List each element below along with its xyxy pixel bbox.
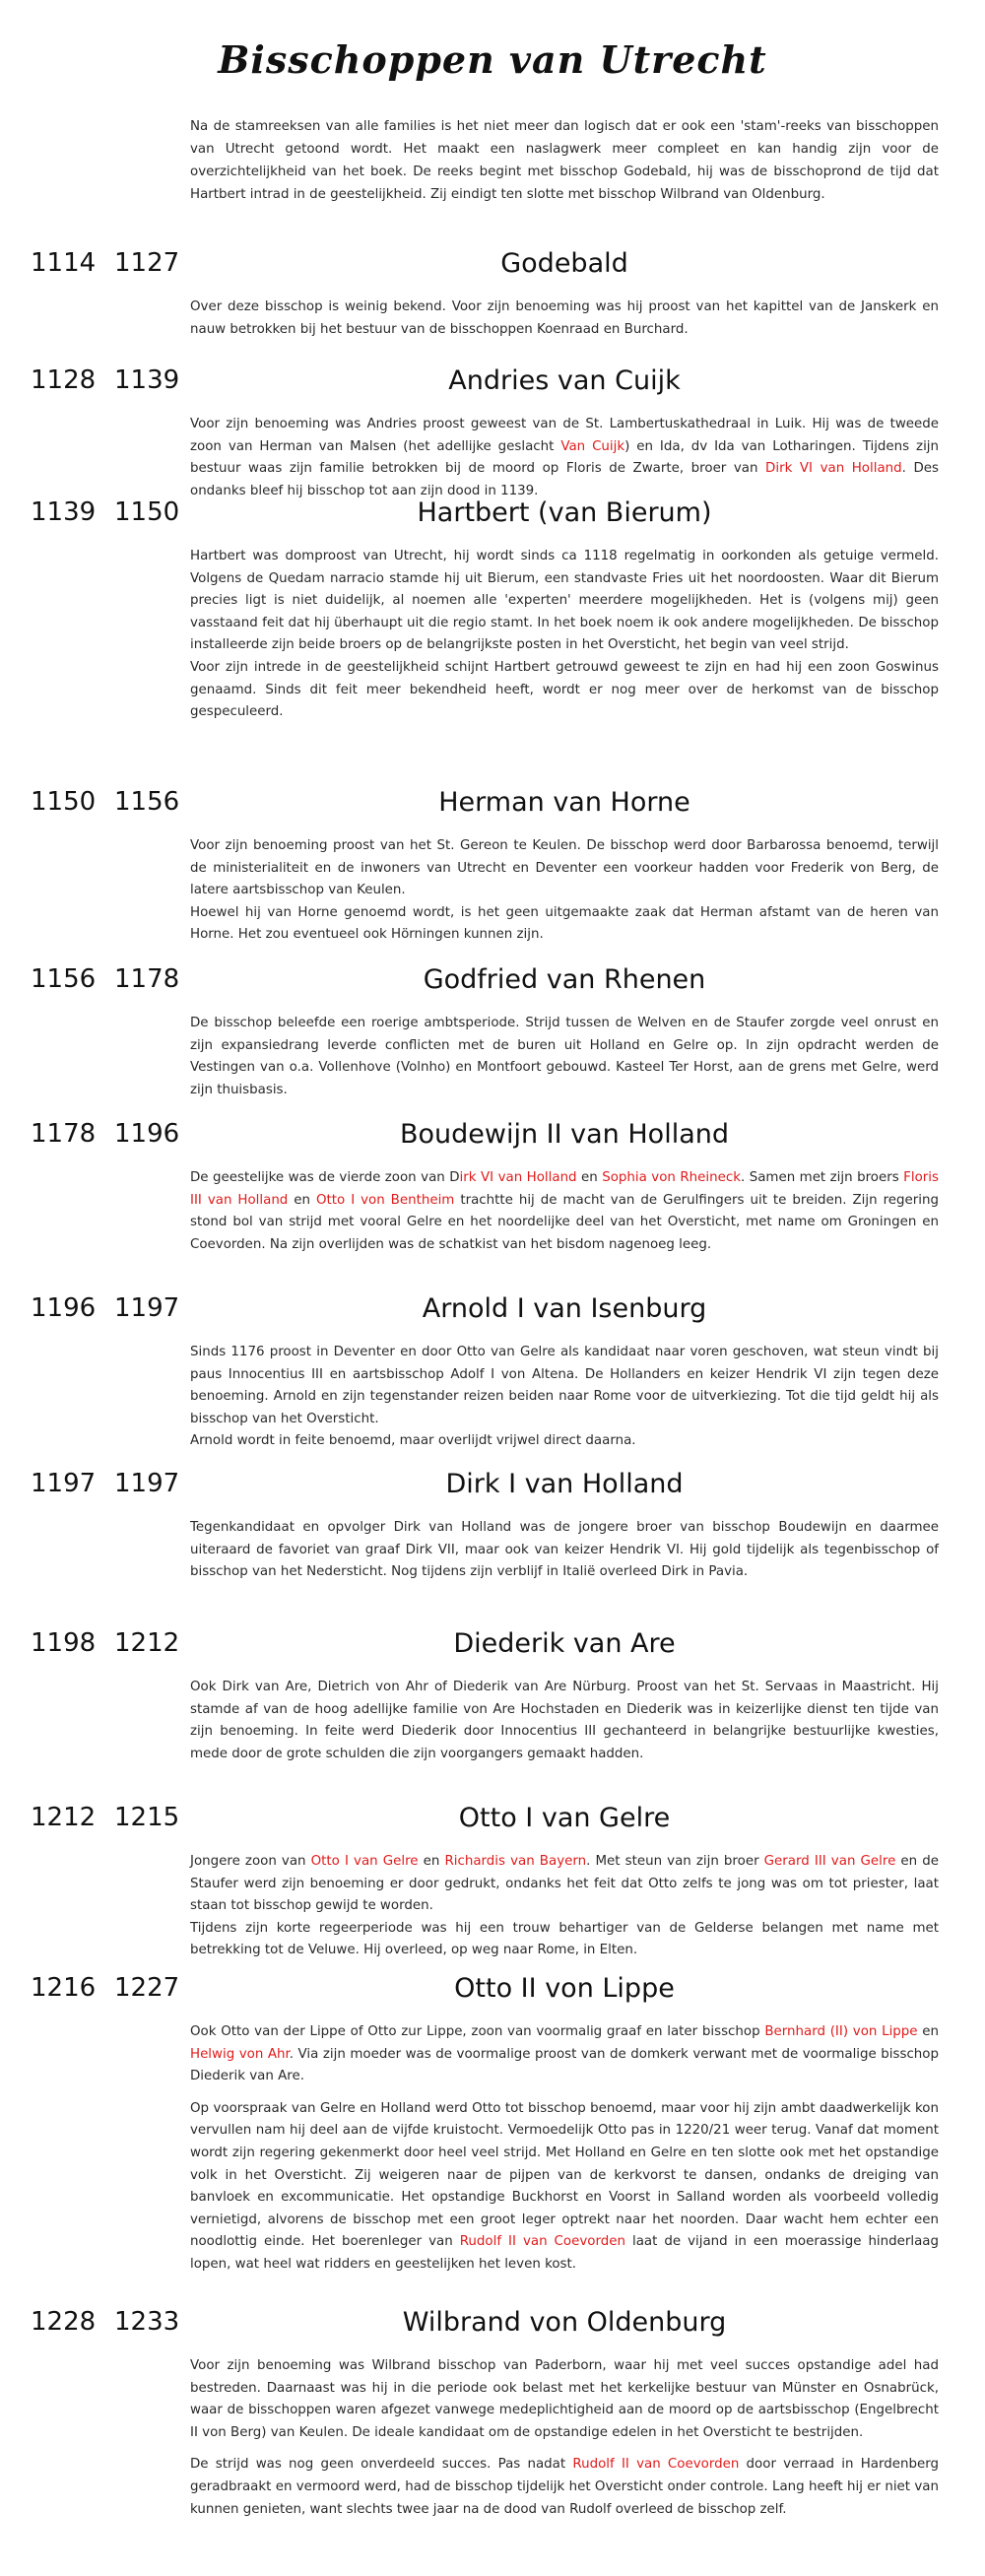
start-year: 1139 bbox=[31, 497, 97, 527]
description-paragraph: Voor zijn benoeming was Wilbrand bisschop van Paderborn, waar hij met veel succes opstandige adel had bestreden. Daarnaast was hij in die periode ook belast met het kerkelijke bestuur van Münster en Osnabrück, waar de bisschoppen waren afgezet vanwege medeplichtigheid aan de moord op de aartsbisschop (Engelbrecht II von Berg) van Keulen. De ideale kandidaat om de opstandige edelen in het Oversticht te bestrijden. bbox=[190, 2358, 939, 2440]
bishop-description bbox=[190, 1167, 939, 1256]
person-link[interactable]: Bernhard (II) von Lippe bbox=[764, 2024, 918, 2039]
bishop-description bbox=[190, 2355, 939, 2521]
start-year: 1197 bbox=[31, 1469, 97, 1498]
bishop-years bbox=[31, 1293, 198, 1323]
description-paragraph: Hoewel hij van Horne genoemd wordt, is het geen uitgemaakte zaak dat Herman afstamt van de heren van Horne. Het zou eventueel ook Hörningen kunnen zijn. bbox=[190, 904, 939, 943]
bishop-name: Dirk I van Holland bbox=[445, 1469, 684, 1499]
bishop-name: Andries van Cuijk bbox=[448, 365, 681, 396]
start-year: 1156 bbox=[31, 964, 97, 994]
end-year: 1150 bbox=[114, 497, 180, 527]
start-year: 1150 bbox=[31, 787, 97, 817]
end-year: 1196 bbox=[114, 1119, 180, 1149]
description-paragraph: Arnold wordt in feite benoemd, maar overlijdt vrijwel direct daarna. bbox=[190, 1433, 636, 1449]
bishop-years bbox=[31, 1973, 198, 2003]
bishop-description bbox=[190, 1013, 939, 1101]
bishop-description bbox=[190, 1342, 939, 1453]
description-paragraph: De bisschop beleefde een roerige ambtsperiode. Strijd tussen de Welven en de Staufer zorgde veel onrust en zijn expansiedrang leverde conflicten met de buren uit Holland en Gelre op. In zijn opdracht werden de Vestingen van o.a. Vollenhove (Volnho) en Montfoort gebouwd. Kasteel Ter Horst, aan de grens met Gelre, werd zijn thuisbasis. bbox=[190, 1016, 939, 1097]
bishop-name: Arnold I van Isenburg bbox=[422, 1293, 707, 1324]
end-year: 1178 bbox=[114, 964, 180, 994]
intro-text: Na de stamreeksen van alle families is het niet meer dan logisch dat er ook een 'stam'-reeks van bisschoppen van Utrecht getoond wordt. Het maakt een naslagwerk meer compleet en kan handig zijn voor de overzichtelijkheid van het boek. De reeks begint met bisschop Godebald, hij was de bisschoprond de tijd dat Hartbert intrad in de geestelijkheid. Zij eindigt ten slotte met bisschop Wilbrand van Oldenburg. bbox=[190, 119, 939, 202]
bishop-name: Herman van Horne bbox=[438, 787, 690, 818]
bishop-description bbox=[190, 1677, 939, 1765]
description-paragraph: Ook Otto van der Lippe of Otto zur Lippe, zoon van voormalig graaf en later bisschop Bernhard (II) von Lippe en Helwig von Ahr. Via zijn moeder was de voormalige proost van de domkerk verwant met de voormalige bisschop Diederik van Are. bbox=[190, 2024, 940, 2084]
bishop-description bbox=[190, 414, 939, 502]
end-year: 1156 bbox=[114, 787, 180, 817]
bishop-years bbox=[31, 787, 198, 817]
description-paragraph: Tijdens zijn korte regeerperiode was hij een trouw behartiger van de Gelderse belangen met name met betrekking tot de Veluwe. Hij overleed, op weg naar Rome, in Elten. bbox=[190, 1920, 939, 1958]
bishop-name: Otto II von Lippe bbox=[454, 1973, 675, 2004]
description-paragraph: Over deze bisschop is weinig bekend. Voor zijn benoeming was hij proost van het kapittel van de Janskerk en nauw betrokken bij het bestuur van de bisschoppen Koenraad en Burchard. bbox=[190, 299, 939, 337]
end-year: 1139 bbox=[114, 365, 180, 395]
description-paragraph: Voor zijn intrede in de geestelijkheid schijnt Hartbert getrouwd geweest te zijn en had hij een zoon Goswinus genaamd. Sinds dit feit meer bekendheid heeft, wordt er nog meer over de herkomst van de bisschop gespeculeerd. bbox=[190, 659, 939, 720]
bishop-years bbox=[31, 497, 198, 527]
bishop-years bbox=[31, 1119, 198, 1149]
person-link[interactable]: Gerard III van Gelre bbox=[763, 1854, 896, 1869]
start-year: 1228 bbox=[31, 2307, 97, 2337]
description-paragraph: De geestelijke was de vierde zoon van Dirk VI van Holland en Sophia von Rheineck. Samen met zijn broers Floris III van Holland en Otto I von Bentheim trachtte hij de macht van de Gerulfingers uit te breiden. Zijn regering stond bol van strijd met vooral Gelre en het noordelijke deel van het Oversticht, met name om Groningen en Coevorden. Na zijn overlijden was de schatkist van het bisdom nagenoeg leeg. bbox=[190, 1170, 939, 1252]
person-link[interactable]: irk VI van Holland bbox=[459, 1170, 577, 1185]
start-year: 1216 bbox=[31, 1973, 97, 2003]
bishop-description bbox=[190, 2021, 939, 2277]
bishop-description bbox=[190, 1851, 939, 1962]
start-year: 1178 bbox=[31, 1119, 97, 1149]
description-paragraph: Tegenkandidaat en opvolger Dirk van Holland was de jongere broer van bisschop Boudewijn en daarmee uiteraard de favoriet van graaf Dirk VII, maar ook van keizer Hendrik VI. Hij gold tijdelijk als tegenbisschop of bisschop van het Nedersticht. Nog tijdens zijn verblijf in Italië overleed Dirk in Pavia. bbox=[190, 1520, 939, 1580]
start-year: 1114 bbox=[31, 248, 97, 278]
bishop-name: Otto I van Gelre bbox=[458, 1803, 671, 1833]
bishop-years bbox=[31, 1469, 198, 1498]
end-year: 1233 bbox=[114, 2307, 180, 2337]
start-year: 1128 bbox=[31, 365, 97, 395]
bishop-years bbox=[31, 1628, 198, 1658]
description-paragraph: Voor zijn benoeming was Andries proost geweest van de St. Lambertuskathedraal in Luik. Hij was de tweede zoon van Herman van Malsen (het adellijke geslacht Van Cuijk) en Ida, dv Ida van Lotharingen. Tijdens zijn bestuur waas zijn familie betrokken bij de moord op Floris de Zwarte, broer van Dirk VI van Holland. Des ondanks bleef hij bisschop tot aan zijn dood in 1139. bbox=[190, 417, 939, 498]
bishop-description bbox=[190, 1517, 939, 1584]
person-link[interactable]: Sophia von Rheineck bbox=[602, 1170, 741, 1185]
bishop-description bbox=[190, 835, 939, 947]
person-link[interactable]: Van Cuijk bbox=[560, 438, 625, 454]
bishop-name: Hartbert (van Bierum) bbox=[417, 497, 712, 528]
person-link[interactable]: Rudolf II van Coevorden bbox=[572, 2457, 740, 2473]
bishop-description bbox=[190, 297, 939, 341]
person-link[interactable]: Floris III van Holland bbox=[190, 1170, 939, 1208]
person-link[interactable]: Richardis van Bayern bbox=[444, 1854, 587, 1869]
bishop-years bbox=[31, 1803, 198, 1832]
description-paragraph: Sinds 1176 proost in Deventer en door Otto van Gelre als kandidaat naar voren geschoven, wat steun vindt bij paus Innocentius III en aartsbisschop Adolf I von Altena. De Hollanders en keizer Hendrik VI zijn tegen deze benoeming. Arnold en zijn tegenstander reizen beiden naar Rome voor de uitverkiezing. Tot die tijd geldt hij als bisschop van het Oversticht. bbox=[190, 1345, 939, 1426]
bishop-name: Godebald bbox=[500, 248, 628, 279]
page-title: Bisschoppen van Utrecht bbox=[218, 37, 767, 82]
person-link[interactable]: Otto I van Gelre bbox=[310, 1854, 419, 1869]
bishop-name: Wilbrand von Oldenburg bbox=[402, 2307, 727, 2338]
description-paragraph: Op voorspraak van Gelre en Holland werd Otto tot bisschop benoemd, maar voor hij zijn ambt daadwerkelijk kon vervullen nam hij deel aan de vijfde kruistocht. Vermoedelijk Otto pas in 1220/21 weer terug. Vanaf dat moment wordt zijn regering gekenmerkt door heel veel strijd. Met Holland en Gelre en ten slotte ook met het opstandige volk in het Oversticht. Zij weigeren naar de pijpen van de kerkvorst te dansen, ondanks de dreiging van banvloek en excommunicatie. Het opstandige Buckhorst en Voorst in Salland worden als voorbeeld volledig vernietigd, alvorens de bisschop met een groot leger optrekt naar het noorden. Daar wacht hem echter een noodlottig einde. Het boerenleger van Rudolf II van Coevorden laat de vijand in een moerassige hinderlaag lopen, wat heel wat ridders en geestelijken het leven kost. bbox=[190, 2100, 940, 2272]
end-year: 1127 bbox=[114, 248, 180, 278]
description-paragraph: De strijd was nog geen onverdeeld succes. Pas nadat Rudolf II van Coevorden door verraad in Hardenberg geradbraakt en vermoord werd, had de bisschop tijdelijk het Oversticht onder controle. Lang heeft hij er niet van kunnen genieten, want slechts twee jaar na de dood van Rudolf overleed de bisschop zelf. bbox=[190, 2457, 939, 2517]
description-paragraph: Hartbert was domproost van Utrecht, hij wordt sinds ca 1118 regelmatig in oorkonden als getuige vermeld. Volgens de Quedam narracio stamde hij uit Bierum, een standvaste Fries uit het noordoosten. Waar dit Bierum precies ligt is niet duidelijk, al noemen alle 'experten' meerdere mogelijkheden. Het is (volgens mij) geen vasstaand feit dat hij überhaupt uit die regio stamt. In het boek noem ik ook andere mogelijkheden. De bisschop installeerde zijn beide broers op de belangrijkste posten in het Oversticht, het begin van veel strijd. bbox=[190, 549, 939, 653]
bishop-years bbox=[31, 964, 198, 994]
description-paragraph: Voor zijn benoeming proost van het St. Gereon te Keulen. De bisschop werd door Barbarossa benoemd, terwijl de ministerialiteit en de inwoners van Utrecht en Deventer een voorkeur hadden voor Frederik von Berg, de latere aartsbisschop van Keulen. bbox=[190, 838, 939, 898]
start-year: 1212 bbox=[31, 1803, 97, 1832]
description-paragraph: Ook Dirk van Are, Dietrich von Ahr of Diederik van Are Nürburg. Proost van het St. Servaas in Maastricht. Hij stamde af van de hoog adellijke familie von Are Hochstaden en Diederik was in keizerlijke dienst ten tijde van zijn benoeming. In feite werd Diederik door Innocentius III gechanteerd in belangrijke bestuurlijke kwesties, mede door de grote schulden die zijn voorgangers gemaakt hadden. bbox=[190, 1680, 939, 1761]
end-year: 1197 bbox=[114, 1469, 180, 1498]
end-year: 1215 bbox=[114, 1803, 180, 1832]
start-year: 1196 bbox=[31, 1293, 97, 1323]
person-link[interactable]: Dirk VI van Holland bbox=[765, 461, 902, 477]
end-year: 1227 bbox=[114, 1973, 180, 2003]
person-link[interactable]: Rudolf II van Coevorden bbox=[459, 2234, 625, 2250]
start-year: 1198 bbox=[31, 1628, 97, 1658]
bishop-name: Godfried van Rhenen bbox=[423, 964, 706, 995]
bishop-name: Diederik van Are bbox=[453, 1628, 676, 1659]
bishop-years bbox=[31, 248, 198, 278]
person-link[interactable]: Otto I von Bentheim bbox=[315, 1192, 455, 1208]
bishop-description bbox=[190, 546, 939, 724]
bishop-name: Boudewijn II van Holland bbox=[399, 1119, 730, 1150]
end-year: 1197 bbox=[114, 1293, 180, 1323]
person-link[interactable]: Helwig von Ahr bbox=[190, 2046, 290, 2062]
bishop-years bbox=[31, 2307, 198, 2337]
description-paragraph: Jongere zoon van Otto I van Gelre en Richardis van Bayern. Met steun van zijn broer Gerard III van Gelre en de Staufer werd zijn benoeming er door gedrukt, ondanks het feit dat Otto zelfs te jong was om tot priester, laat staan tot bisschop gewijd te worden. bbox=[190, 1854, 939, 1914]
bishop-years bbox=[31, 365, 198, 395]
end-year: 1212 bbox=[114, 1628, 180, 1658]
